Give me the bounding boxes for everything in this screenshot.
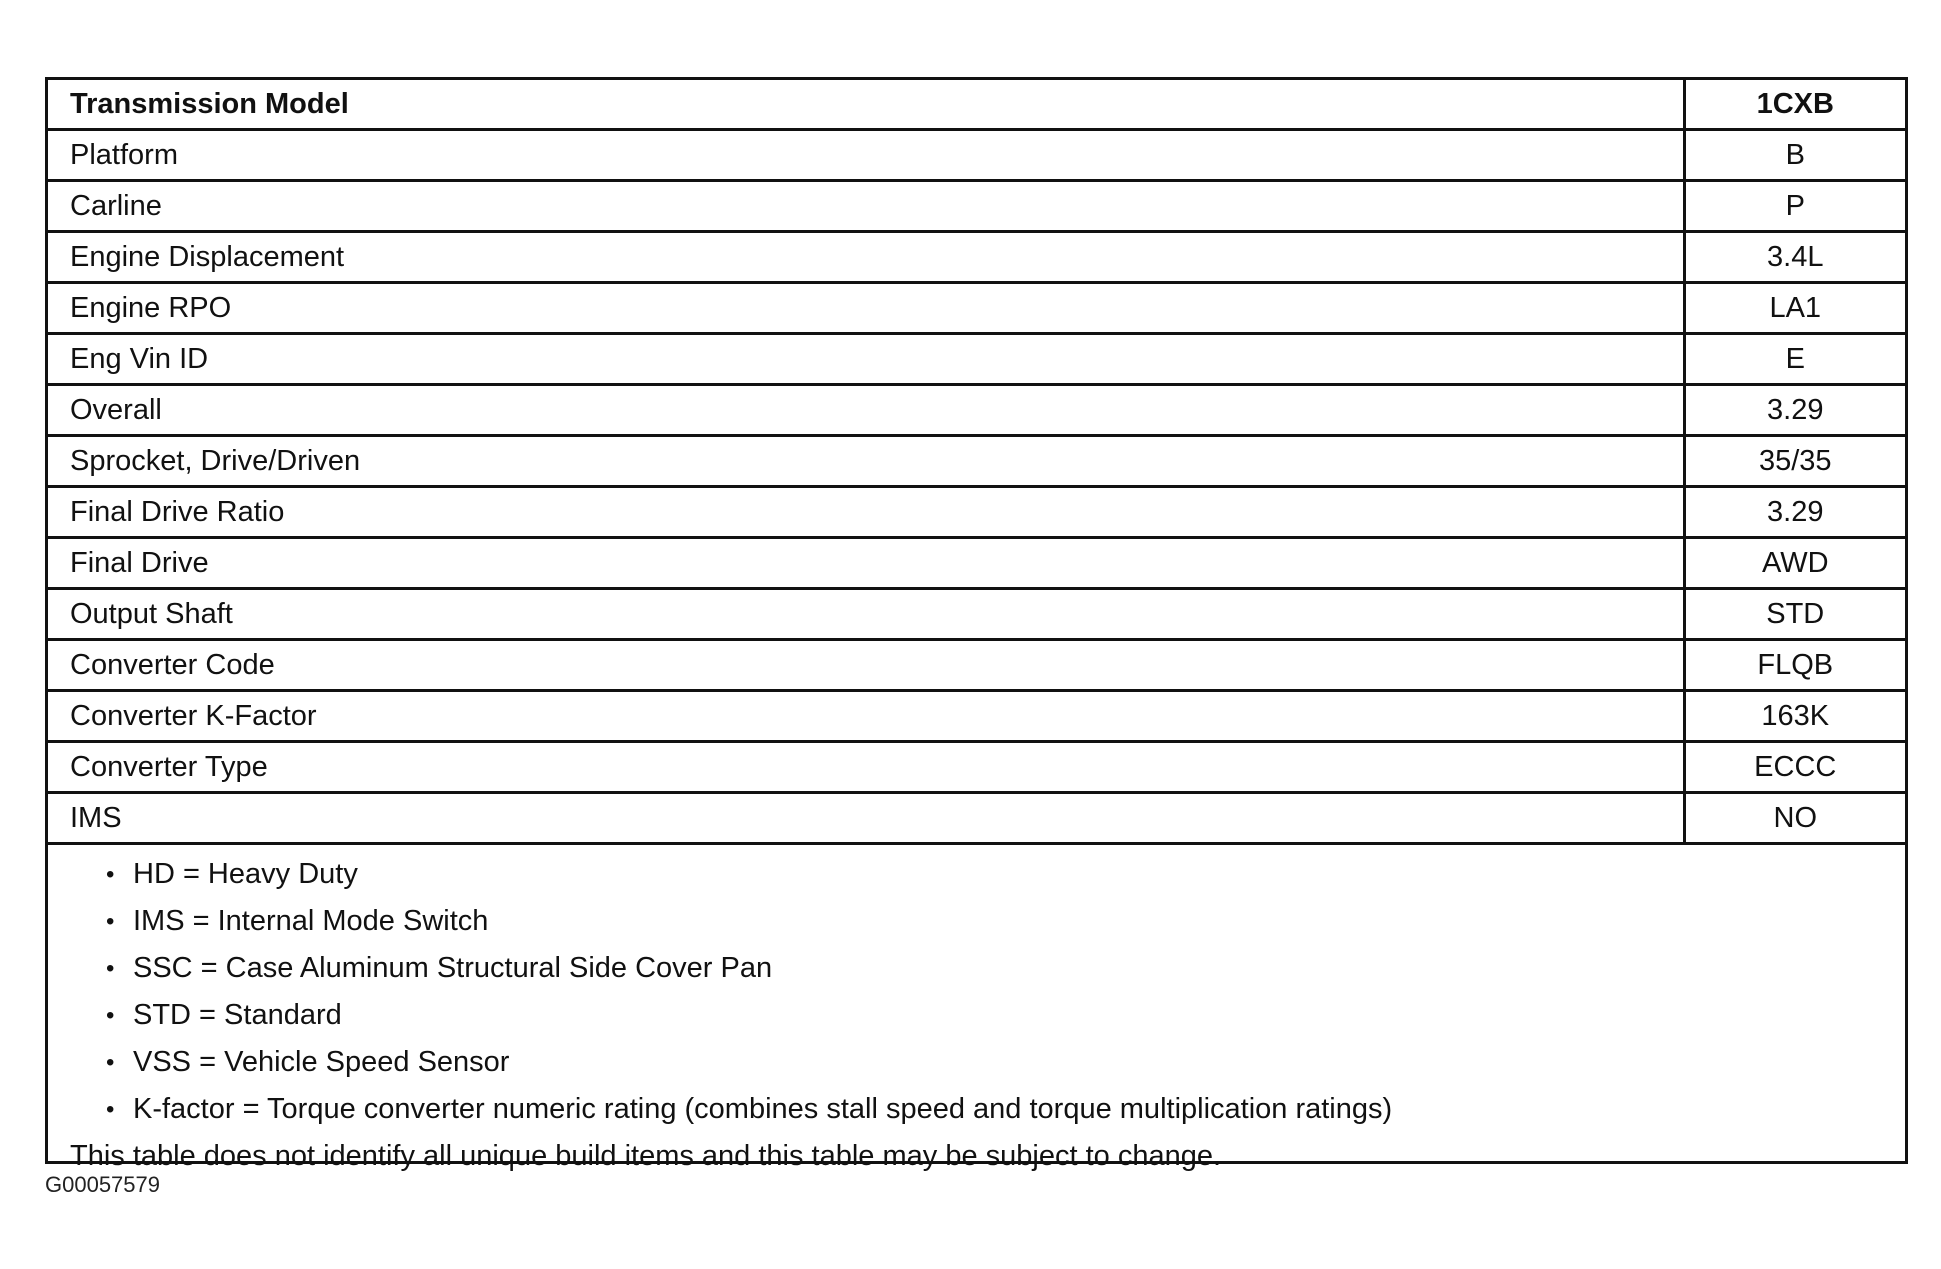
row-value: 3.4L (1684, 232, 1905, 283)
bullet-icon: • (106, 955, 115, 982)
row-label: Overall (48, 385, 1684, 436)
table-row (48, 487, 1905, 538)
table-header-row (48, 80, 1905, 130)
row-label: Sprocket, Drive/Driven (48, 436, 1684, 487)
row-label: Converter Type (48, 742, 1684, 793)
row-label: Output Shaft (48, 589, 1684, 640)
table-row (48, 589, 1905, 640)
table-row (48, 538, 1905, 589)
table-footnote: This table does not identify all unique build items and this table may be subject to change. (70, 1140, 1222, 1172)
table-row (48, 742, 1905, 793)
list-item (70, 898, 1905, 945)
row-value: B (1684, 130, 1905, 181)
list-item (70, 992, 1905, 1039)
header-label-cell: Transmission Model (48, 80, 1684, 130)
row-label: Converter K-Factor (48, 691, 1684, 742)
row-value: 35/35 (1684, 436, 1905, 487)
row-value: STD (1684, 589, 1905, 640)
list-item-text: VSS = Vehicle Speed Sensor (133, 1046, 510, 1078)
row-value: 163K (1684, 691, 1905, 742)
list-item (70, 945, 1905, 992)
notes-section (48, 845, 1905, 1179)
abbreviation-list (70, 851, 1905, 1133)
row-label: Engine Displacement (48, 232, 1684, 283)
row-value: NO (1684, 793, 1905, 844)
bullet-icon: • (106, 861, 115, 888)
transmission-spec-table (48, 80, 1905, 845)
row-value: ECCC (1684, 742, 1905, 793)
table-row (48, 436, 1905, 487)
bullet-icon: • (106, 1049, 115, 1076)
list-item-text: K-factor = Torque converter numeric rating (combines stall speed and torque multiplication ratings) (133, 1093, 1393, 1125)
row-label: Final Drive (48, 538, 1684, 589)
row-value: E (1684, 334, 1905, 385)
bullet-icon: • (106, 1002, 115, 1029)
table-row (48, 691, 1905, 742)
table-row (48, 130, 1905, 181)
row-label: IMS (48, 793, 1684, 844)
list-item-text: SSC = Case Aluminum Structural Side Cover Pan (133, 952, 773, 984)
row-value: AWD (1684, 538, 1905, 589)
table-row (48, 181, 1905, 232)
list-item (70, 1039, 1905, 1086)
row-label: Eng Vin ID (48, 334, 1684, 385)
list-item (70, 851, 1905, 898)
row-label: Converter Code (48, 640, 1684, 691)
table-row (48, 793, 1905, 844)
list-item-text: HD = Heavy Duty (133, 858, 358, 890)
row-label: Platform (48, 130, 1684, 181)
table-row (48, 232, 1905, 283)
row-label: Carline (48, 181, 1684, 232)
row-value: P (1684, 181, 1905, 232)
list-item (70, 1086, 1905, 1133)
bullet-icon: • (106, 1096, 115, 1123)
figure-id-label: G00057579 (45, 1172, 160, 1197)
spec-table-frame (45, 77, 1908, 1172)
table-row (48, 385, 1905, 436)
row-value: 3.29 (1684, 487, 1905, 538)
list-item-text: IMS = Internal Mode Switch (133, 905, 489, 937)
row-label: Final Drive Ratio (48, 487, 1684, 538)
row-value: LA1 (1684, 283, 1905, 334)
list-item-text: STD = Standard (133, 999, 342, 1031)
table-row (48, 283, 1905, 334)
bullet-icon: • (106, 908, 115, 935)
row-value: 3.29 (1684, 385, 1905, 436)
table-row (48, 640, 1905, 691)
row-label: Engine RPO (48, 283, 1684, 334)
row-value: FLQB (1684, 640, 1905, 691)
header-value-cell: 1CXB (1684, 80, 1905, 130)
table-row (48, 334, 1905, 385)
